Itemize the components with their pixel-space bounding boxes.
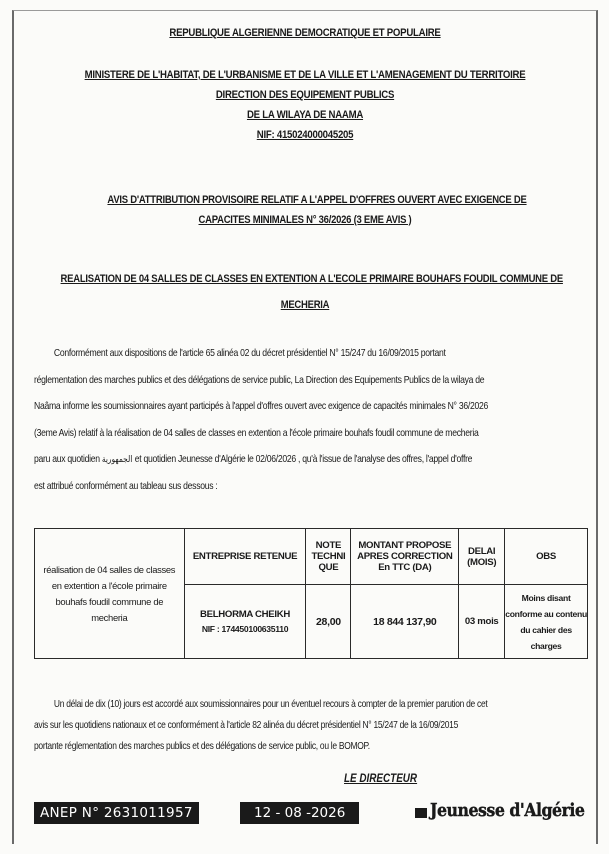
document-page: [12, 10, 598, 844]
newspaper-logo: Jeunesse d'Algérie: [430, 800, 585, 821]
project-title-line2: MECHERIA: [280, 299, 330, 311]
delay-cell: 03 mois: [459, 585, 505, 659]
body-line: est attribué conformément au tableau sus dessous :: [34, 480, 218, 492]
attribution-table: [34, 528, 588, 659]
obs-header: OBS: [505, 529, 588, 585]
table-header-row: [35, 529, 588, 585]
anep-number: ANEP N° 2631011957: [34, 802, 199, 824]
company-nif: NIF : 174450100635110: [201, 623, 289, 634]
notice-body: [34, 341, 590, 500]
body-text: et quotidien Jeunesse d'Algérie le 02/06/2026 , qu'à l'issue de l'analyse des offres, l'appel d'offre: [132, 454, 473, 465]
note-header: NOTE TECHNI QUE: [306, 529, 351, 585]
closing-line: avis sur les quotidiens nationaux et ce conformément à l'article 82 alinéa du décret présidentiel N° 15/247 de la 16/09/2015: [34, 720, 458, 731]
body-line: (3eme Avis) relatif à la réalisation de 04 salles de classes en extention a l'école primaire bouhafs foudil commune de mecheria: [34, 427, 479, 439]
amount-cell: 18 844 137,90: [351, 585, 459, 659]
publication-date: 12 - 08 -2026: [240, 802, 359, 824]
closing-paragraph: [34, 694, 590, 757]
body-line: [34, 447, 495, 474]
company-name: BELHORMA CHEIKH: [200, 608, 291, 620]
delay-header: DELAI (MOIS): [459, 529, 505, 585]
ministry-heading: MINISTERE DE L'HABITAT, DE L'URBANISME ET DE LA VILLE ET L'AMENAGEMENT DU TERRITOIRE: [84, 69, 526, 81]
body-text: paru aux quotidien: [34, 454, 102, 465]
arabic-newspaper-name: الجمهورية: [101, 455, 133, 465]
direction-heading: DIRECTION DES EQUIPEMENT PUBLICS: [215, 89, 395, 101]
nif-heading: NIF: 415024000045205: [256, 129, 354, 141]
republic-heading: REPUBLIQUE ALGERIENNE DEMOCRATIQUE ET POPULAIRE: [169, 27, 441, 39]
footer-bar: [20, 802, 590, 826]
body-line: réglementation des marches publics et des délégations de service public, La Direction des Equipements Publics de la wilaya de: [34, 374, 485, 386]
company-cell: [184, 585, 306, 659]
amount-header: MONTANT PROPOSE APRES CORRECTION En TTC (DA): [351, 529, 459, 585]
closing-line: Un délai de dix (10) jours est accordé aux soumissionnaires pour un éventuel recours à compter de la premier parution de cet: [53, 699, 488, 710]
company-header: ENTREPRISE RETENUE: [184, 529, 306, 585]
project-title-line1: REALISATION DE 04 SALLES DE CLASSES EN EXTENTION A L'ECOLE PRIMAIRE BOUHAFS FOUDIL COMMUNE DE: [60, 273, 563, 285]
body-line: Conformément aux dispositions de l'article 65 alinéa 02 du décret présidentiel N° 15/247 du 16/09/2015 portant: [53, 348, 446, 359]
obs-cell: Moins disant conforme au contenu du cahier des charges: [505, 585, 588, 659]
note-cell: 28,00: [306, 585, 351, 659]
wilaya-heading: DE LA WILAYA DE NAAMA: [246, 109, 364, 121]
footer-divider: [415, 808, 427, 818]
notice-title-line2: CAPACITES MINIMALES N° 36/2026 (3 EME AVIS ): [198, 214, 412, 226]
notice-title-line1: AVIS D'ATTRIBUTION PROVISOIRE RELATIF A L'APPEL D'OFFRES OUVERT AVEC EXIGENCE DE: [107, 194, 527, 206]
signature: LE DIRECTEUR: [344, 773, 418, 785]
body-line: Naâma informe les soumissionnaires ayant participés à l'appel d'offres ouvert avec exigence de capacités minimales N° 36/2026: [34, 401, 488, 412]
closing-line: portante réglementation des marches publics et des délégations de service public, ou le BOMOP.: [34, 741, 370, 752]
project-cell: réalisation de 04 salles de classes en extention a l'école primaire bouhafs foudil commune de mecheria: [35, 529, 185, 659]
